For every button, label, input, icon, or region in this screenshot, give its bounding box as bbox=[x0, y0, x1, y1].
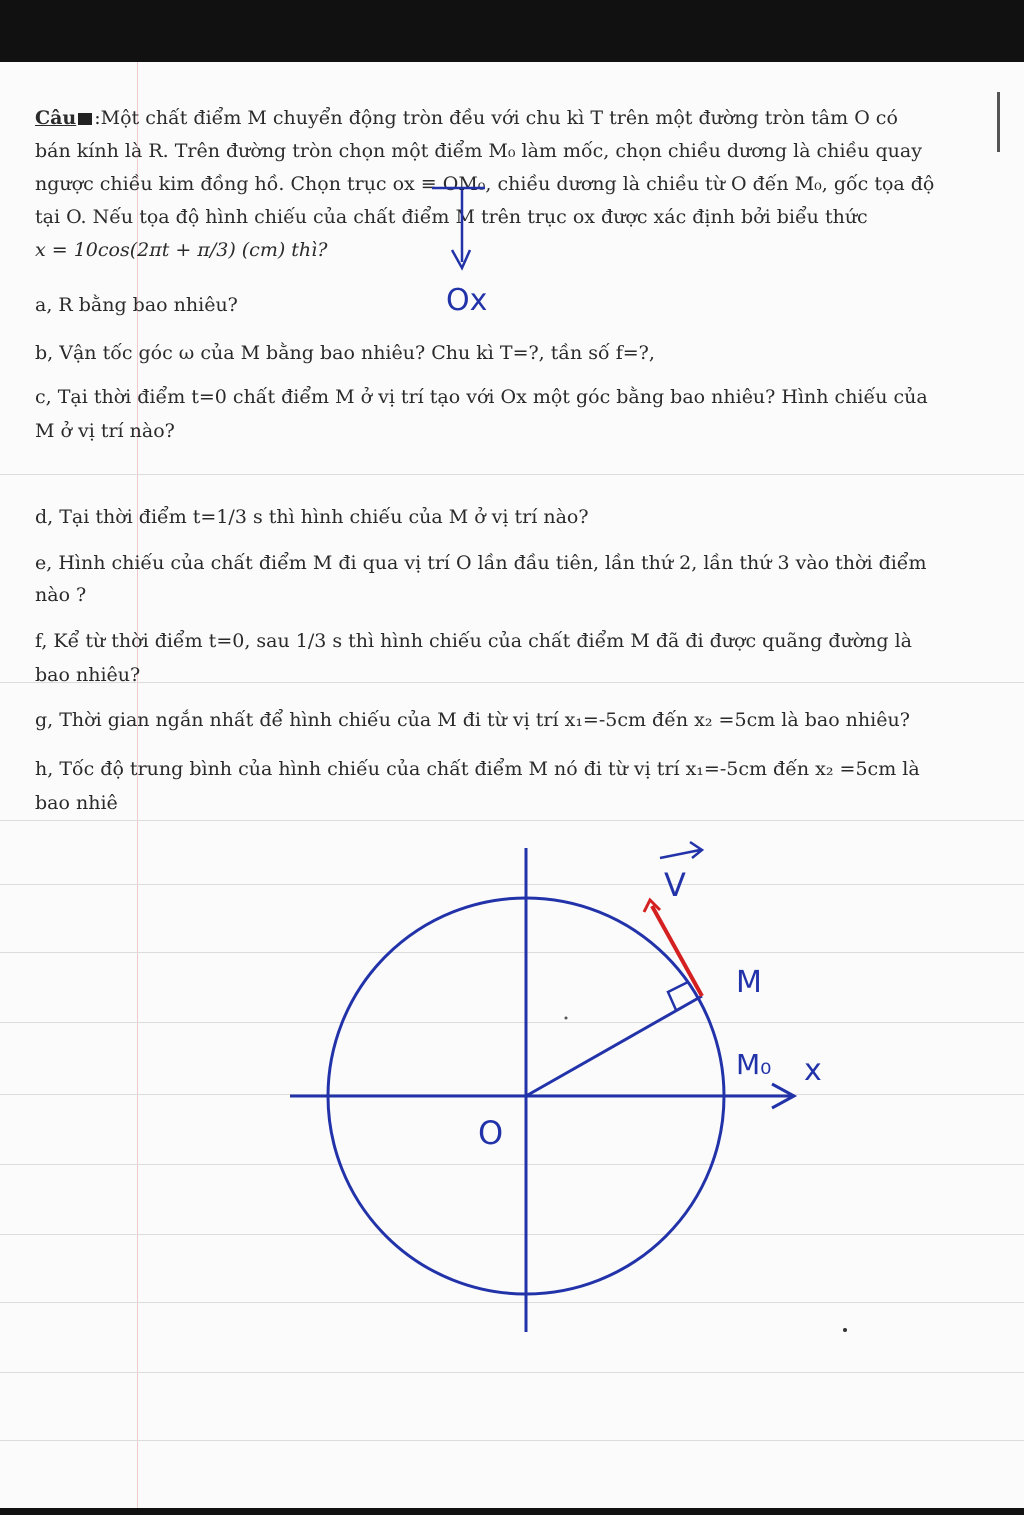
problem-line-2: bán kính là R. Trên đường tròn chọn một điểm M₀ làm mốc, chọn chiều dương là chiều quay bbox=[35, 140, 922, 162]
problem-label: Câu bbox=[35, 107, 77, 129]
m0-label: M₀ bbox=[736, 1048, 772, 1081]
question-d: d, Tại thời điểm t=1/3 s thì hình chiếu của M ở vị trí nào? bbox=[35, 506, 589, 528]
radius-om bbox=[526, 996, 702, 1096]
m-label: M bbox=[736, 965, 762, 1000]
question-f: f, Kể từ thời điểm t=0, sau 1/3 s thì hình chiếu của chất điểm M đã đi được quãng đường là bbox=[35, 630, 912, 652]
question-e-cont: nào ? bbox=[35, 584, 87, 606]
problem-text-1: :Một chất điểm M chuyển động tròn đều với chu kì T trên một đường tròn tâm O có bbox=[94, 107, 898, 129]
o-label: O bbox=[478, 1114, 504, 1152]
vector-arrow-over-v bbox=[660, 842, 702, 858]
ox-handwritten-label: Ox bbox=[446, 283, 488, 318]
question-h: h, Tốc độ trung bình của hình chiếu của chất điểm M nó đi từ vị trí x₁=-5cm đến x₂ =5cm là bbox=[35, 758, 920, 780]
x-label: x bbox=[804, 1053, 822, 1088]
question-c: c, Tại thời điểm t=0 chất điểm M ở vị trí tạo với Ox một góc bằng bao nhiêu? Hình chiếu của bbox=[35, 386, 928, 408]
bottom-black-bar bbox=[0, 1508, 1024, 1515]
problem-line-4: tại O. Nếu tọa độ hình chiếu của chất điểm M trên trục ox được xác định bởi biểu thức bbox=[35, 206, 868, 228]
problem-formula: x = 10cos(2πt + π/3) (cm) thì? bbox=[35, 239, 328, 261]
question-c-cont: M ở vị trí nào? bbox=[35, 420, 175, 442]
question-e: e, Hình chiếu của chất điểm M đi qua vị trí O lần đầu tiên, lần thứ 2, lần thứ 3 vào thời điểm bbox=[35, 552, 927, 574]
question-g: g, Thời gian ngắn nhất để hình chiếu của M đi từ vị trí x₁=-5cm đến x₂ =5cm là bao nhiêu? bbox=[35, 709, 910, 731]
question-b: b, Vận tốc góc ω của M bằng bao nhiêu? Chu kì T=?, tần số f=?, bbox=[35, 342, 655, 364]
stray-dot bbox=[843, 1328, 847, 1332]
question-h-cont: bao nhiê bbox=[35, 792, 118, 814]
question-f-cont: bao nhiêu? bbox=[35, 664, 141, 686]
question-a: a, R bằng bao nhiêu? bbox=[35, 294, 238, 316]
stray-dot bbox=[565, 1017, 568, 1020]
ox-arrow-annotation bbox=[432, 188, 485, 268]
problem-line-3: ngược chiều kim đồng hồ. Chọn trục ox ≡ OM₀, chiều dương là chiều từ O đến M₀, gốc tọa độ bbox=[35, 173, 935, 195]
v-label: V bbox=[664, 866, 686, 904]
